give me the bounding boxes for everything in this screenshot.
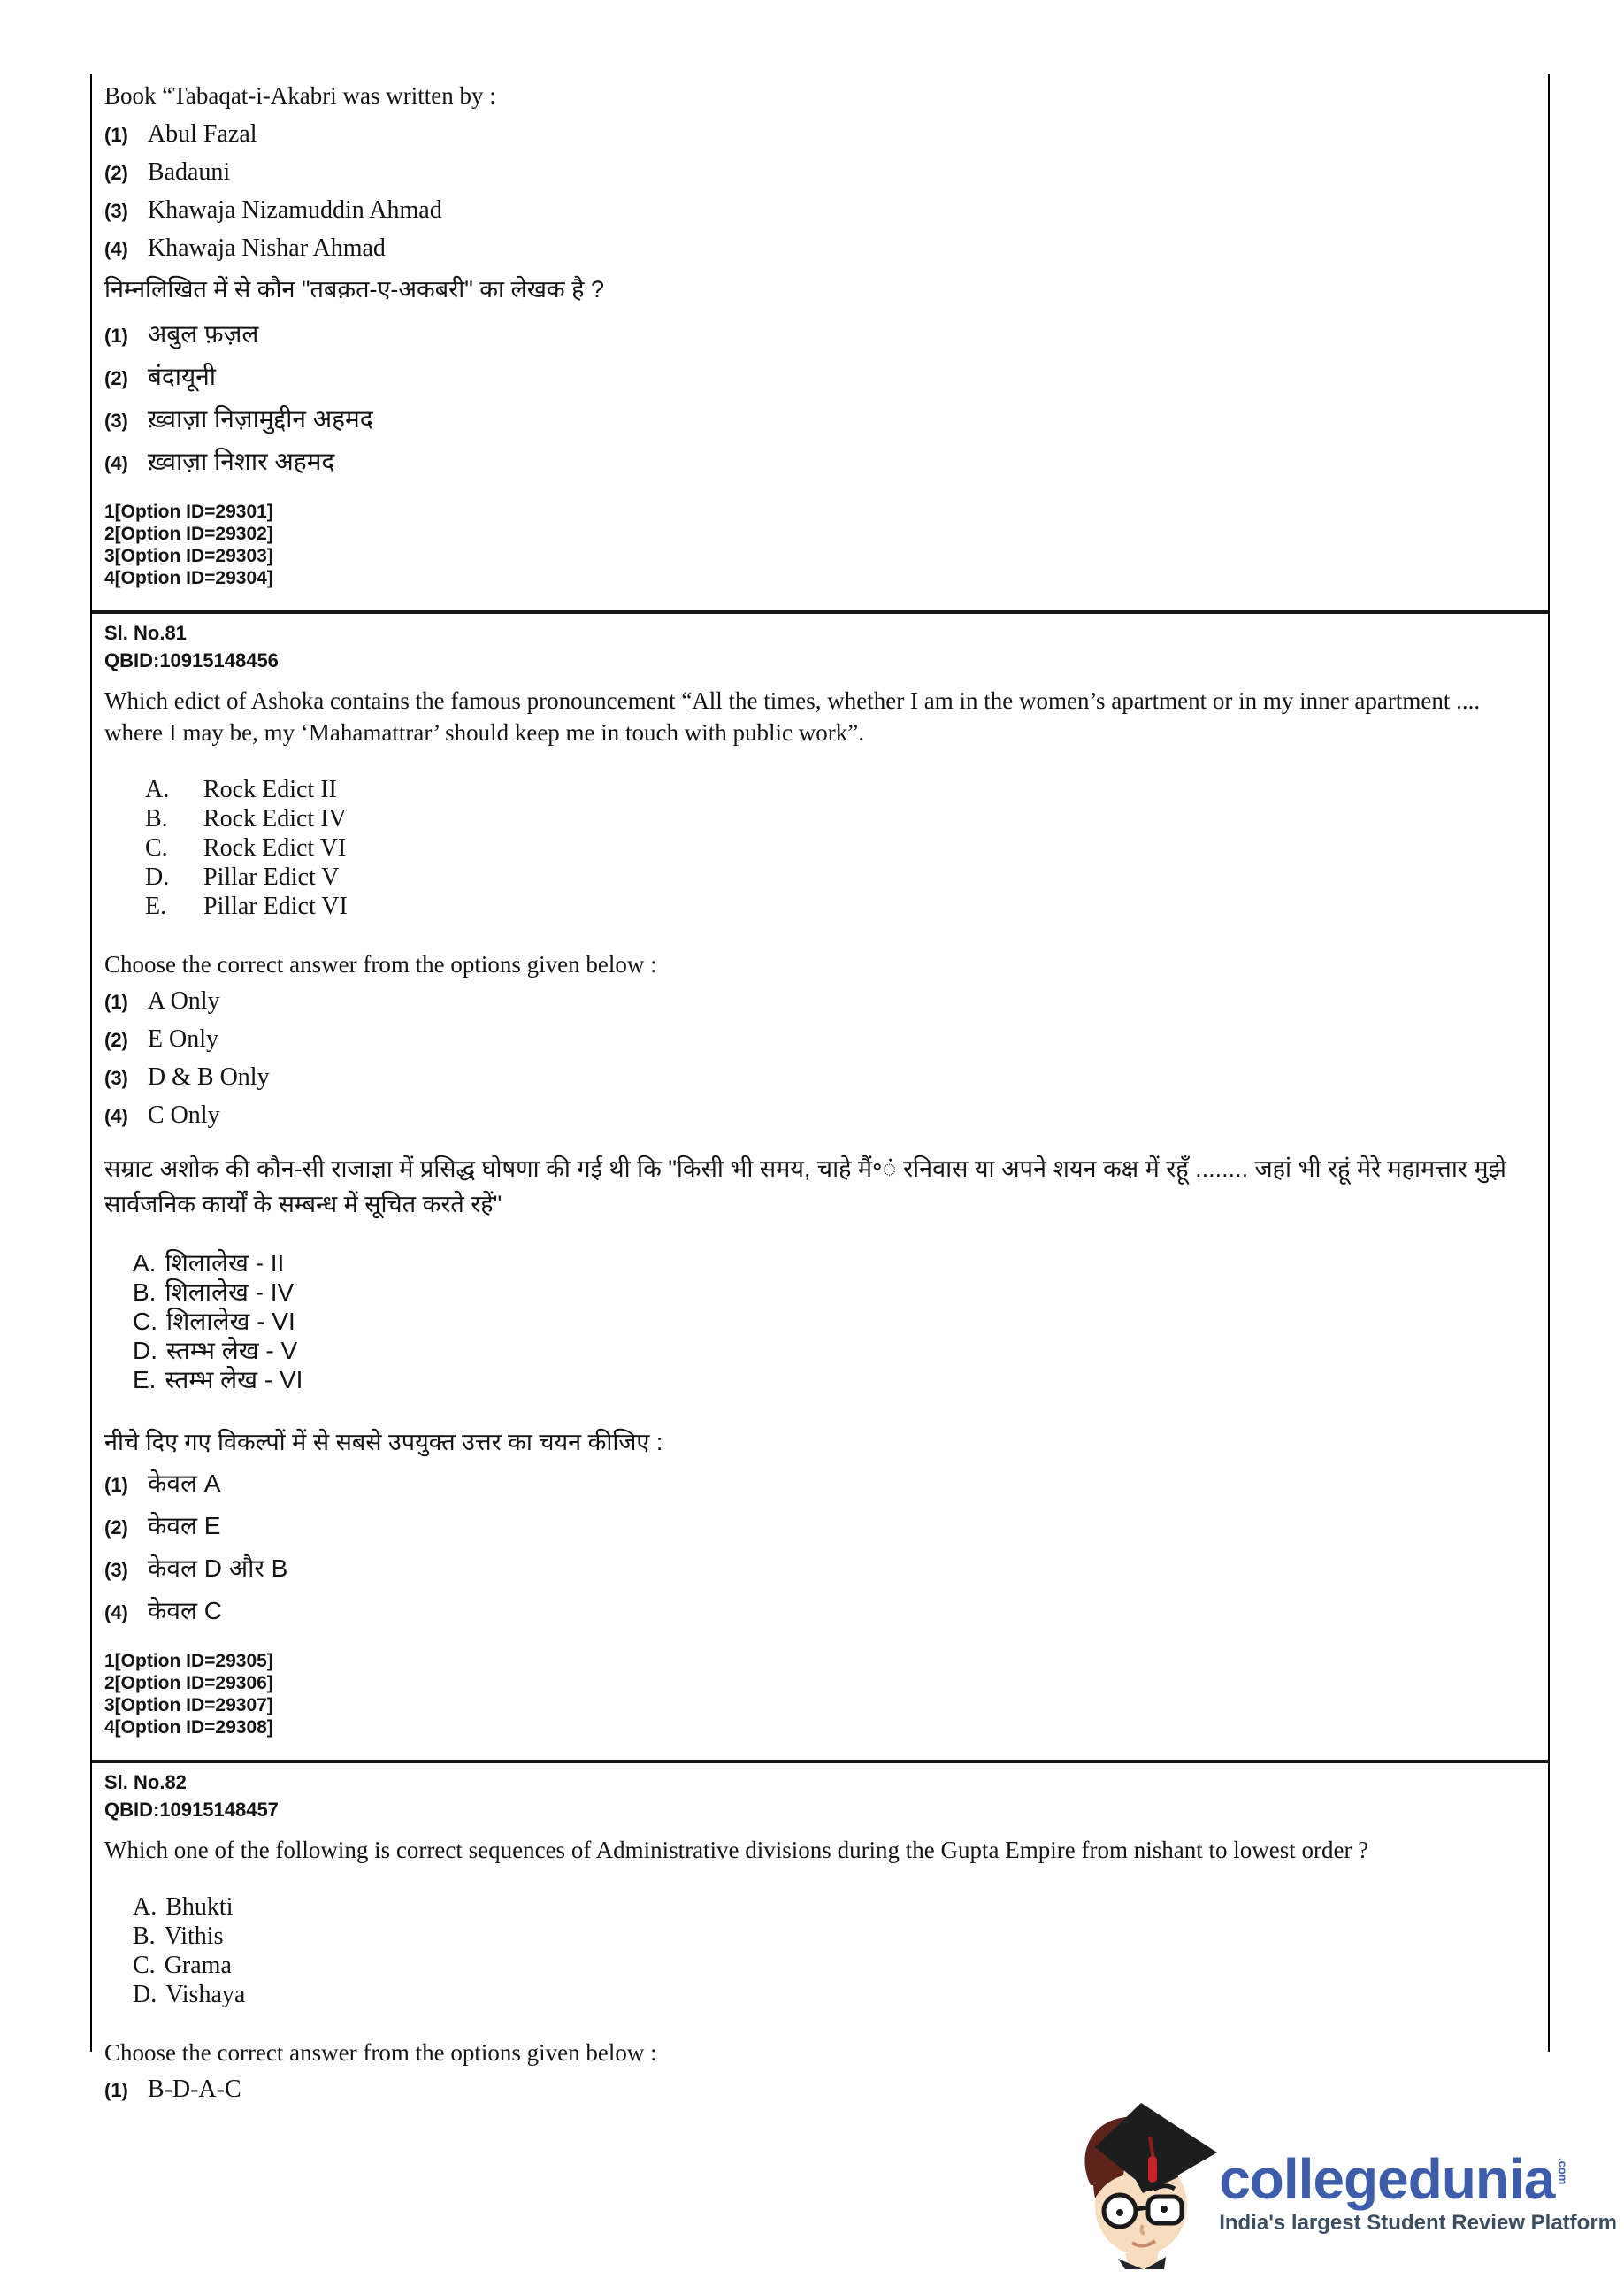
- option-text: B-D-A-C: [147, 2076, 241, 2104]
- option-number: (2): [104, 1515, 128, 1539]
- option-number: (2): [104, 366, 128, 389]
- statement-letter: B.: [133, 1922, 156, 1951]
- question-meta: [104, 1769, 1534, 1823]
- option-row: [104, 1101, 1534, 1131]
- question-block-81: [92, 610, 1548, 1760]
- option-row: [104, 1469, 1534, 1500]
- option-number: (4): [104, 1600, 128, 1623]
- statement-row: [133, 1892, 1534, 1922]
- option-text: ख़्वाज़ा निज़ामुद्दीन अहमद: [147, 404, 373, 433]
- statement-letter: C.: [133, 1952, 156, 1980]
- statement-text: Pillar Edict V: [203, 863, 340, 892]
- question-text-hindi: निम्नलिखित में से कौन "तबक़त-ए-अकबरी" का लेखक है ?: [104, 276, 604, 303]
- option-text: अबुल फ़ज़ल: [147, 319, 259, 348]
- statement-row: [145, 804, 1534, 833]
- option-text: केवल A: [147, 1469, 221, 1497]
- option-id: 1[Option ID=29305]: [104, 1650, 273, 1671]
- statement-letter: E.: [133, 1365, 157, 1393]
- statement-row: [133, 1307, 1534, 1336]
- option-number: (2): [104, 1029, 128, 1052]
- option-number: (4): [104, 1105, 128, 1128]
- option-text: Khawaja Nishar Ahmad: [147, 234, 386, 263]
- statement-text: Rock Edict IV: [203, 805, 347, 833]
- option-row: [104, 1597, 1534, 1627]
- option-text: C Only: [147, 1101, 220, 1130]
- statement-text: Rock Edict VI: [203, 834, 347, 863]
- option-number: (1): [104, 991, 128, 1014]
- option-text: D & B Only: [147, 1063, 270, 1092]
- statement-letter: D.: [145, 863, 170, 892]
- option-row: [104, 363, 1534, 393]
- option-row: [104, 1025, 1534, 1055]
- mascot-icon: [1069, 2101, 1219, 2274]
- option-id: 4[Option ID=29304]: [104, 567, 273, 588]
- statement-list-english: [133, 1892, 1534, 2009]
- statement-text: Grama: [164, 1952, 232, 1980]
- statement-text: Rock Edict II: [203, 776, 337, 804]
- statement-row: [133, 1336, 1534, 1365]
- statement-text: Pillar Edict VI: [203, 893, 348, 921]
- option-text: केवल D और B: [147, 1554, 288, 1582]
- statement-row: [145, 863, 1534, 892]
- statement-row: [145, 892, 1534, 921]
- option-number: (1): [104, 1473, 128, 1496]
- option-number: (2): [104, 162, 128, 185]
- statement-row: [133, 1922, 1534, 1951]
- option-number: (1): [104, 324, 128, 347]
- statement-row: [133, 1980, 1534, 2009]
- option-number: (3): [104, 409, 128, 432]
- statement-text: शिलालेख - II: [165, 1248, 285, 1277]
- option-number: (1): [104, 124, 128, 147]
- option-text: केवल C: [147, 1596, 222, 1624]
- question-meta: [104, 619, 1534, 674]
- statement-text: Bhukti: [165, 1893, 234, 1922]
- option-row: [104, 987, 1534, 1017]
- serial-number: Sl. No.81: [104, 621, 187, 644]
- option-row: [104, 1063, 1534, 1093]
- brand-domain: .com: [1556, 2158, 1570, 2185]
- statement-letter: A.: [133, 1248, 157, 1277]
- statement-letter: A.: [133, 1893, 157, 1922]
- option-number: (3): [104, 1067, 128, 1090]
- question-paper: [90, 74, 1550, 2104]
- option-row: [104, 1554, 1534, 1585]
- option-id-list: [104, 501, 1534, 589]
- statement-row: [133, 1951, 1534, 1980]
- option-row: [104, 234, 1534, 264]
- statement-list-english: [145, 775, 1534, 921]
- brand-tagline: India's largest Student Review Platform: [1219, 2211, 1617, 2235]
- collegedunia-logo: [1069, 2101, 1617, 2274]
- statement-letter: C.: [133, 1307, 157, 1335]
- statement-text: शिलालेख - VI: [166, 1307, 295, 1335]
- statement-list-hindi: [133, 1248, 1534, 1394]
- option-id: 3[Option ID=29303]: [104, 545, 273, 566]
- statement-row: [133, 1248, 1534, 1278]
- option-row: [104, 196, 1534, 226]
- option-row: [104, 158, 1534, 188]
- choose-instruction-hindi: नीचे दिए गए विकल्पों में से सबसे उपयुक्त उत्तर का चयन कीजिए :: [104, 1428, 663, 1455]
- option-id: 4[Option ID=29308]: [104, 1716, 273, 1738]
- option-text: Badauni: [147, 158, 231, 187]
- statement-text: Vithis: [164, 1922, 224, 1951]
- statement-text: स्तम्भ लेख - V: [166, 1336, 298, 1364]
- statement-row: [145, 775, 1534, 804]
- statement-letter: D.: [133, 1981, 157, 2009]
- choose-instruction-english: Choose the correct answer from the options given below :: [104, 2039, 657, 2067]
- statement-letter: B.: [133, 1278, 157, 1306]
- option-row: [104, 120, 1534, 150]
- option-text: केवल E: [147, 1511, 221, 1539]
- question-text-english: Which one of the following is correct sequences of Administrative divisions during the Gupta Empire from nishant to lowest order ?: [104, 1836, 1369, 1863]
- question-text-hindi: सम्राट अशोक की कौन-सी राजाज्ञा में प्रसिद्ध घोषणा की गई थी कि "किसी भी समय, चाहे मैं॰ं रनिवास या अपने शयन कक्ष में रहूँ ........ जहां भी रहूं मेरे महामत्तार मुझे सार्वजनिक कार्यों के सम्बन्ध में सूचित करते रहें": [104, 1155, 1506, 1217]
- option-row: [104, 405, 1534, 435]
- question-text-english: Which edict of Ashoka contains the famous pronouncement “All the times, whether I am in the women’s apartment or in my inner apartment .... where I may be, my ‘Mahamattrar’ should keep me in touch with public work”.: [104, 687, 1481, 747]
- serial-number: Sl. No.82: [104, 1770, 187, 1793]
- option-row: [104, 1512, 1534, 1542]
- option-text: Khawaja Nizamuddin Ahmad: [147, 196, 442, 225]
- statement-text: स्तम्भ लेख - VI: [165, 1365, 303, 1393]
- option-text: E Only: [147, 1025, 218, 1054]
- statement-letter: D.: [133, 1336, 157, 1364]
- option-id: 2[Option ID=29306]: [104, 1672, 273, 1693]
- statement-letter: B.: [145, 805, 168, 833]
- option-id-list: [104, 1650, 1534, 1738]
- option-number: (3): [104, 200, 128, 223]
- choose-instruction-english: Choose the correct answer from the options given below :: [104, 951, 657, 978]
- statement-row: [133, 1365, 1534, 1394]
- option-text: Abul Fazal: [147, 120, 257, 149]
- option-text: A Only: [147, 987, 220, 1016]
- question-block-82: [92, 1760, 1548, 2126]
- statement-letter: E.: [145, 893, 167, 921]
- statement-row: [133, 1278, 1534, 1307]
- option-number: (3): [104, 1558, 128, 1581]
- option-row: [104, 320, 1534, 350]
- option-id: 1[Option ID=29301]: [104, 501, 273, 522]
- option-number: (4): [104, 451, 128, 474]
- statement-text: Vishaya: [165, 1981, 246, 2009]
- option-id: 3[Option ID=29307]: [104, 1694, 273, 1715]
- brand-wordmark: collegedunia: [1219, 2147, 1555, 2211]
- option-row: [104, 448, 1534, 478]
- option-number: (1): [104, 2079, 128, 2102]
- qbid: QBID:10915148456: [104, 648, 279, 671]
- statement-text: शिलालेख - IV: [165, 1278, 295, 1306]
- option-text: ख़्वाज़ा निशार अहमद: [147, 447, 335, 475]
- statement-letter: C.: [145, 834, 168, 863]
- question-text-english: Book “Tabaqat-i-Akabri was written by :: [104, 82, 496, 109]
- statement-letter: A.: [145, 776, 170, 804]
- option-text: बंदायूनी: [147, 362, 217, 390]
- statement-row: [145, 833, 1534, 863]
- qbid: QBID:10915148457: [104, 1798, 279, 1821]
- option-id: 2[Option ID=29302]: [104, 523, 273, 544]
- option-number: (4): [104, 238, 128, 261]
- question-block-80: [92, 74, 1548, 610]
